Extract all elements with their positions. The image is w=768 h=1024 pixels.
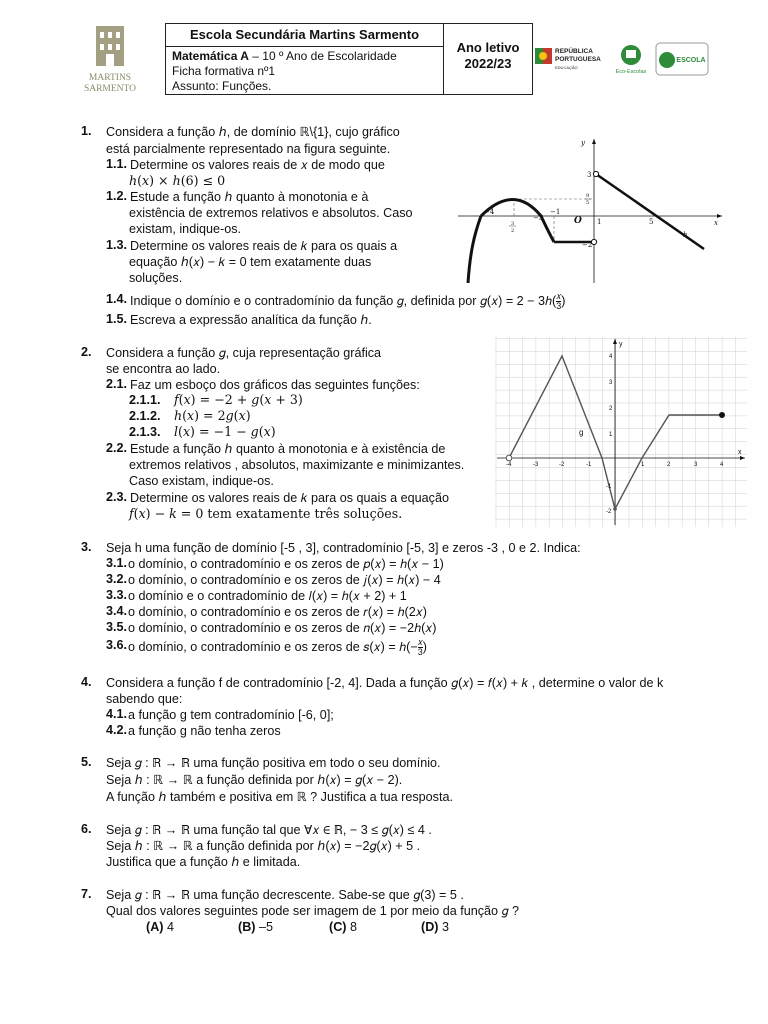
q1-2-line-1: Estude a função ℎ quanto à monotonia e à <box>130 190 369 204</box>
segment-decreasing <box>596 174 704 249</box>
q2-1-3-number: 2.1.3. <box>129 425 161 439</box>
xtick: 1 <box>641 462 645 468</box>
header-table <box>165 23 533 95</box>
q5-line-3: A função ℎ também e positiva em ℝ ? Justifica a tua resposta. <box>106 790 453 804</box>
min-point <box>613 507 617 511</box>
school-year: 2022/23 <box>464 56 512 71</box>
q3-2-number: 3.2. <box>106 572 128 586</box>
q4-1-number: 4.1. <box>106 707 128 721</box>
question-2-number: 2. <box>81 345 92 359</box>
q2-3-line-2: 𝑓(𝑥) − 𝑘 = 0 tem exatamente três soluções. <box>129 506 403 521</box>
q4-line-2: sabendo que: <box>106 692 183 706</box>
q3-2-text: o domínio, o contradomínio e os zeros de 𝑗(𝑥) = ℎ(𝑥) − 4 <box>128 573 441 587</box>
question-3-number: 3. <box>81 540 92 554</box>
q7-line-1: Seja 𝑔 : ℝ → ℝ uma função decrescente. Sabe-se que 𝑔(3) = 5 . <box>106 888 464 902</box>
q6-line-1: Seja 𝑔 : ℝ → ℝ uma função tal que ∀𝑥 ∈ ℝ, − 3 ≤ 𝑔(𝑥) ≤ 4 . <box>106 823 432 837</box>
xtick: -1 <box>586 462 592 468</box>
q3-line-1: Seja h uma função de domínio [-5 , 3], contradomínio [-5, 3] e zeros -3 , 0 e 2. Indica: <box>106 541 581 555</box>
escola-icon <box>659 52 675 68</box>
q3-5-text: o domínio, o contradomínio e os zeros de 𝑛(𝑥) = −2ℎ(𝑥) <box>128 621 437 635</box>
q1-5-text: Escreva a expressão analítica da função ℎ. <box>130 313 372 327</box>
q3-6-frac-num: 𝑥 <box>417 637 423 647</box>
q2-3-number: 2.3. <box>106 490 128 504</box>
ytick: 2 <box>609 406 613 412</box>
school-name: Escola Secundária Martins Sarmento <box>166 24 443 47</box>
q4-2-text: a função g não tenha zeros <box>128 724 281 738</box>
question-6-number: 6. <box>81 822 92 836</box>
q1-3-line-3: soluções. <box>129 271 183 285</box>
xtick: -4 <box>506 462 512 468</box>
republic-text-1: REPÚBLICA <box>555 48 593 55</box>
q2-1-1-number: 2.1.1. <box>129 393 161 407</box>
label-y: y <box>619 341 623 348</box>
q7-line-2: Qual dos valores seguintes pode ser imagem de 1 por meio da função 𝑔 ? <box>106 904 519 918</box>
republic-text-2: PORTUGUESA <box>555 56 601 63</box>
q2-1-3-expr: 𝑙(𝑥) = −1 − 𝑔(𝑥) <box>174 424 276 439</box>
sheet-title: Ficha formativa nº1 <box>172 64 276 78</box>
q5-line-1: Seja 𝑔 : ℝ → ℝ uma função positiva em todo o seu domínio. <box>106 756 441 770</box>
q1-2-line-2: existência de extremos relativos e absolutos. Caso <box>129 206 413 220</box>
logo-text-1: MARTINS <box>88 73 132 83</box>
escola-saudavel-logo <box>655 42 709 76</box>
school-year-cell <box>444 24 532 110</box>
q3-6-close: ) <box>422 639 427 654</box>
label-origin: O <box>574 216 582 226</box>
q2-1-2-expr: ℎ(𝑥) = 2𝑔(𝑥) <box>174 408 251 423</box>
question-5-number: 5. <box>81 755 92 769</box>
question-1-number: 1. <box>81 124 92 138</box>
q2-2-number: 2.2. <box>106 441 128 455</box>
q7-option-d <box>421 919 449 935</box>
q2-1-text: Faz um esboço dos gráficos das seguintes funções: <box>130 378 420 392</box>
q3-5-number: 3.5. <box>106 620 128 634</box>
xtick: 3 <box>694 462 698 468</box>
tick-minus-3-over-2-num: 3 <box>511 221 515 227</box>
q3-6-text <box>128 638 427 657</box>
q3-4-number: 3.4. <box>106 604 128 618</box>
tick-1: 1 <box>597 218 602 226</box>
q7-option-a <box>146 919 174 935</box>
q6-line-3: Justifica que a função ℎ e limitada. <box>106 855 301 869</box>
closed-endpoint <box>719 412 725 418</box>
tick-minus-4: −4 <box>484 208 495 216</box>
q4-line-1: Considera a função f de contradomínio [-2, 4]. Dada a função 𝑔(𝑥) = 𝑓(𝑥) + 𝑘 , determine o valor de k <box>106 676 664 690</box>
q2-2-line-3: Caso existam, indique-os. <box>129 474 274 488</box>
tick-minus-2: −2 <box>582 241 593 249</box>
q5-line-2: Seja ℎ : ℝ → ℝ a função definida por ℎ(𝑥) = 𝑔(𝑥 − 2). <box>106 773 403 787</box>
q1-3-line-1: Determine os valores reais de 𝑘 para os quais a <box>130 239 398 253</box>
q1-line-1: Considera a função ℎ, de domínio ℝ\{1}, cujo gráfico <box>106 125 400 139</box>
q1-2-line-3: existam, indique-os. <box>129 222 241 236</box>
tick-9-over-5-den: 5 <box>586 200 590 206</box>
topic: Assunto: Funções. <box>172 79 272 93</box>
q3-1-number: 3.1. <box>106 556 128 570</box>
option-c-value: 8 <box>349 920 357 934</box>
eco-escolas-logo <box>612 42 650 76</box>
q1-4-frac-num: 𝑥 <box>556 291 562 301</box>
q3-6-frac-den: 3 <box>417 647 423 657</box>
curve-left-tail <box>468 216 481 283</box>
q7-option-b <box>238 919 273 935</box>
q3-4-text: o domínio, o contradomínio e os zeros de 𝑟(𝑥) = ℎ(2𝑥) <box>128 605 427 619</box>
label-h: h <box>683 231 688 239</box>
q3-3-number: 3.3. <box>106 588 128 602</box>
subject-name: Matemática A <box>172 49 249 63</box>
q2-line-1: Considera a função 𝑔, cuja representação gráfica <box>106 346 382 360</box>
xtick: 2 <box>667 462 671 468</box>
q6-line-2: Seja ℎ : ℝ → ℝ a função definida por ℎ(𝑥) = −2𝑔(𝑥) + 5 . <box>106 839 421 853</box>
q3-3-text: o domínio e o contradomínio de 𝑙(𝑥) = ℎ(𝑥 + 2) + 1 <box>128 589 407 603</box>
q2-3-line-1: Determine os valores reais de 𝑘 para os quais a equação <box>130 491 449 505</box>
q4-1-text: a função g tem contradomínio [-6, 0]; <box>128 708 334 722</box>
tick-5: 5 <box>649 218 654 226</box>
option-d-value: 3 <box>441 920 449 934</box>
q1-1-expr: ℎ(𝑥) × ℎ(6) ≤ 0 <box>129 173 226 188</box>
tick-9-over-5-num: 9 <box>586 193 590 199</box>
graph-function-h <box>456 135 724 285</box>
q1-4-number: 1.4. <box>106 292 128 306</box>
option-b-label: (B) <box>238 920 256 934</box>
label-y: y <box>581 139 585 147</box>
option-b-value: –5 <box>258 920 273 934</box>
q2-2-line-2: extremos relativos , absolutos, maximizante e minimizantes. <box>129 458 465 472</box>
q1-4-expr: Indique o domínio e o contradomínio da função 𝑔, definida por 𝑔(𝑥) = 2 − 3ℎ <box>130 293 553 308</box>
q3-6-number: 3.6. <box>106 638 128 652</box>
header-info-cell <box>166 24 444 94</box>
q7-option-c <box>329 919 357 935</box>
q3-1-text: o domínio, o contradomínio e os zeros de 𝑝(𝑥) = ℎ(𝑥 − 1) <box>128 557 444 571</box>
q1-1-number: 1.1. <box>106 157 128 171</box>
ytick: 3 <box>609 380 613 386</box>
ytick: -1 <box>606 484 612 490</box>
education-text: EDUCAÇÃO <box>555 65 578 70</box>
logo-text-2: SARMENTO <box>83 84 137 94</box>
q1-3-line-2: equação ℎ(𝑥) − 𝑘 = 0 tem exatamente duas <box>129 255 372 269</box>
question-4-number: 4. <box>81 675 92 689</box>
q2-1-number: 2.1. <box>106 377 128 391</box>
q1-1-text: Determine os valores reais de 𝑥 de modo que <box>130 158 385 172</box>
ytick: -2 <box>606 509 612 515</box>
option-d-label: (D) <box>421 920 439 934</box>
escola-text: ESCOLA <box>676 57 706 64</box>
xtick: 4 <box>720 462 724 468</box>
ytick: 4 <box>609 354 613 360</box>
school-year-label: Ano letivo <box>456 40 520 55</box>
option-c-label: (C) <box>329 920 347 934</box>
label-x: x <box>738 449 742 456</box>
q2-1-1-expr: 𝑓(𝑥) = −2 + 𝑔(𝑥 + 3) <box>174 392 303 407</box>
q1-2-number: 1.2. <box>106 189 128 203</box>
eco-text: Eco-Escolas <box>615 69 647 75</box>
xtick: -3 <box>533 462 539 468</box>
q4-2-number: 4.2. <box>106 723 128 737</box>
q2-line-2: se encontra ao lado. <box>106 362 221 376</box>
open-point-2 <box>593 171 598 176</box>
tick-minus-1: −1 <box>550 208 561 216</box>
q1-5-number: 1.5. <box>106 312 128 326</box>
tick-3: 3 <box>587 171 592 179</box>
school-logo <box>70 22 150 100</box>
open-endpoint <box>506 455 512 461</box>
q2-2-line-1: Estude a função ℎ quanto à monotonia e à existência de <box>130 442 446 456</box>
republic-logo <box>535 43 607 73</box>
q1-4-fraction <box>556 292 561 311</box>
q3-6-expr: o domínio, o contradomínio e os zeros de 𝑠(𝑥) = ℎ(− <box>128 639 418 654</box>
label-g: g <box>579 428 584 437</box>
label-x: x <box>714 219 718 227</box>
q2-1-2-number: 2.1.2. <box>129 409 161 423</box>
q1-line-2: está parcialmente representado na figura seguinte. <box>106 142 391 156</box>
q1-3-number: 1.3. <box>106 238 128 252</box>
xtick: -2 <box>559 462 565 468</box>
tick-minus-3-over-2-den: 2 <box>511 228 515 234</box>
option-a-label: (A) <box>146 920 164 934</box>
question-7-number: 7. <box>81 887 92 901</box>
tick-minus-3: −3 <box>533 214 544 222</box>
graph-function-g <box>495 337 747 527</box>
option-a-value: 4 <box>166 920 174 934</box>
q1-4-frac-den: 3 <box>556 301 562 311</box>
ytick: 1 <box>609 432 613 438</box>
grade-year: – 10 º Ano de Escolaridade <box>248 49 397 63</box>
q1-4-text: Indique o domínio e o contradomínio da função 𝑔, definida por 𝑔(𝑥) = 2 − 3ℎ( $\frac{\text{𝑥}}{3}$ ) <box>130 291 566 311</box>
